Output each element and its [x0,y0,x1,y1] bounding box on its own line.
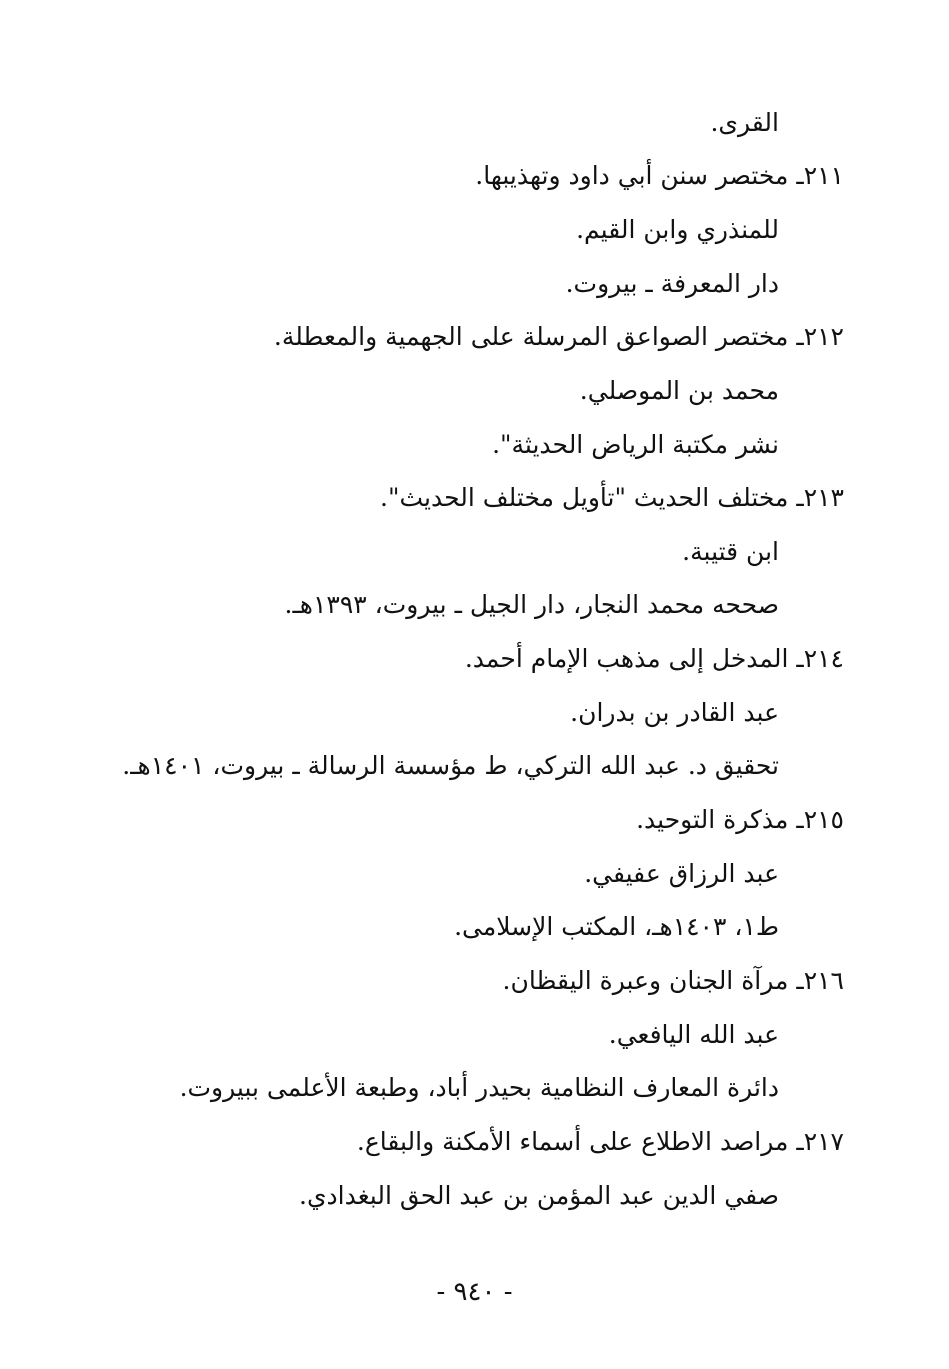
entry-210-publisher-cont: القرى. [710,108,779,137]
entry-211-author: للمنذري وابن القيم. [576,215,779,244]
page-number: - ٩٤٠ - [436,1277,513,1307]
entry-214-author: عبد القادر بن بدران. [570,698,779,727]
entry-214-title: ٢١٤ـ المدخل إلى مذهب الإمام أحمد. [464,644,844,673]
entry-215-publisher: ط١، ١٤٠٣هـ، المكتب الإسلامى. [454,912,779,941]
entry-216-publisher: دائرة المعارف النظامية بحيدر أباد، وطبعة الأعلمى ببيروت. [179,1073,779,1102]
entry-215-author: عبد الرزاق عفيفي. [584,859,779,888]
entry-212-author: محمد بن الموصلي. [579,376,779,405]
entry-213-title: ٢١٣ـ مختلف الحديث "تأويل مختلف الحديث". [380,483,844,512]
entry-216-author: عبد الله اليافعي. [608,1020,779,1049]
entry-213-publisher: صححه محمد النجار، دار الجيل ـ بيروت، ١٣٩٣هـ. [284,590,779,619]
entry-211-title: ٢١١ـ مختصر سنن أبي داود وتهذيبها. [475,161,844,190]
entry-214-publisher: تحقيق د. عبد الله التركي، ط مؤسسة الرسالة ـ بيروت، ١٤٠١هـ. [122,751,779,780]
entry-213-author: ابن قتيبة. [682,537,779,566]
entry-211-publisher: دار المعرفة ـ بيروت. [565,269,779,298]
entry-212-title: ٢١٢ـ مختصر الصواعق المرسلة على الجهمية والمعطلة. [273,322,844,351]
entry-212-publisher: نشر مكتبة الرياض الحديثة". [492,430,779,459]
entry-215-title: ٢١٥ـ مذكرة التوحيد. [636,805,844,834]
entry-217-title: ٢١٧ـ مراصد الاطلاع على أسماء الأمكنة والبقاع. [356,1127,844,1156]
entry-216-title: ٢١٦ـ مرآة الجنان وعبرة اليقظان. [502,966,844,995]
entry-217-author: صفي الدين عبد المؤمن بن عبد الحق البغدادي. [299,1181,779,1210]
